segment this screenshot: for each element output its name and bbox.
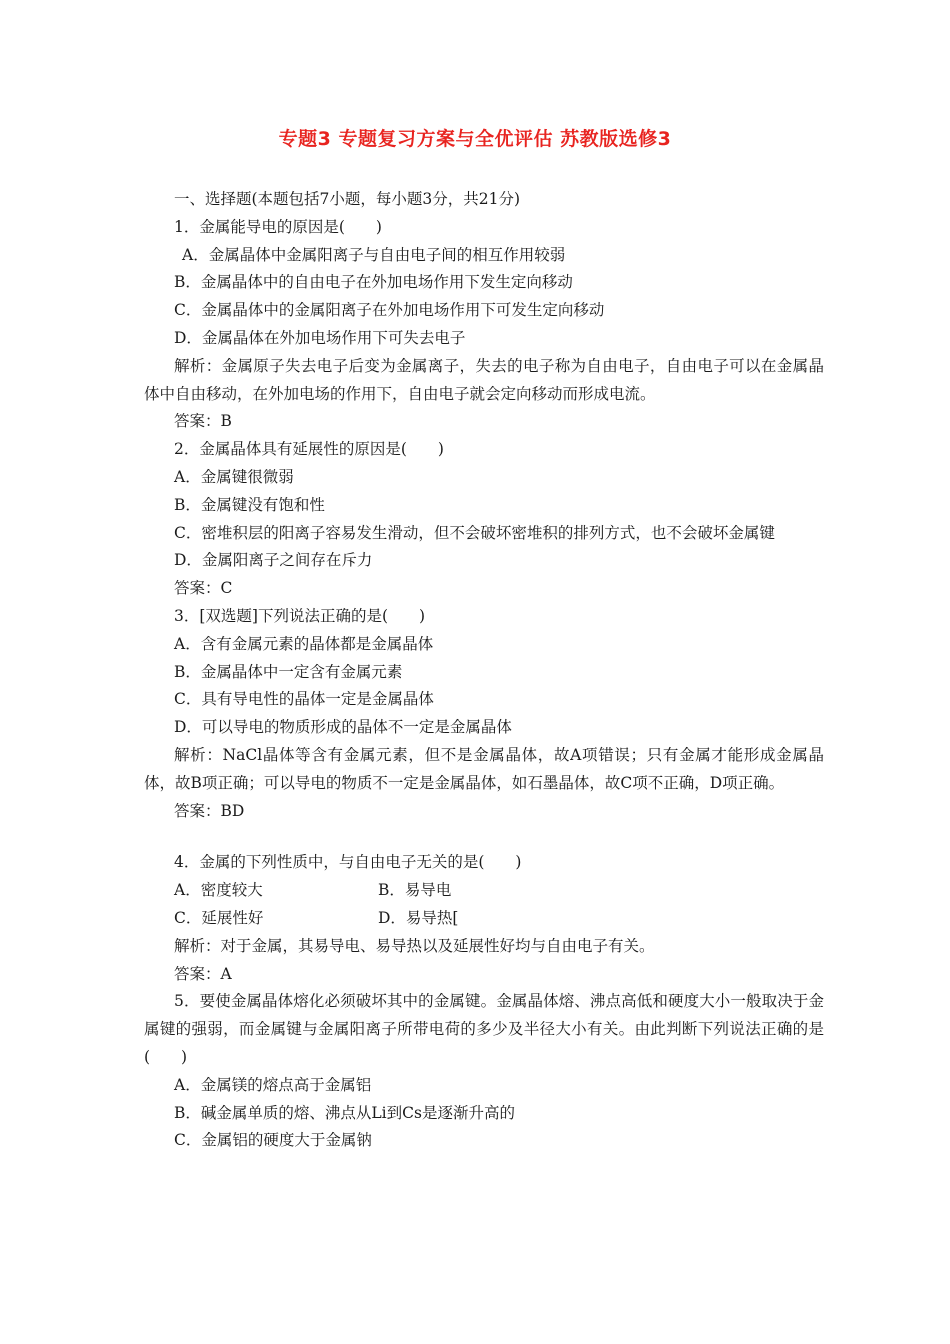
question-5-option-b: B．碱金属单质的熔、沸点从Li到Cs是逐渐升高的 xyxy=(174,1103,515,1122)
question-5-option-c: C．金属铝的硬度大于金属钠 xyxy=(174,1131,372,1150)
question-4-option-b: B．易导电 xyxy=(378,881,452,900)
question-2-answer: 答案：C xyxy=(174,579,233,598)
question-4-option-a: A．密度较大 xyxy=(174,881,263,900)
question-4-option-c: C．延展性好 xyxy=(174,908,264,927)
document-body xyxy=(144,186,824,1155)
question-4-answer: 答案：A xyxy=(174,964,232,983)
question-3-option-d: D．可以导电的物质形成的晶体不一定是金属晶体 xyxy=(174,718,512,737)
question-3-stem: 3．[双选题]下列说法正确的是( ) xyxy=(174,606,426,625)
question-1-option-b: B．金属晶体中的自由电子在外加电场作用下发生定向移动 xyxy=(174,273,573,292)
question-1-stem: 1．金属能导电的原因是( ) xyxy=(174,217,382,236)
question-4-analysis: 解析：对于金属，其易导电、易导热以及延展性好均与自由电子有关。 xyxy=(174,936,655,955)
question-5-option-a: A．金属镁的熔点高于金属铝 xyxy=(174,1075,372,1094)
question-3-option-a: A．含有金属元素的晶体都是金属晶体 xyxy=(174,634,434,653)
document-title: 专题3 专题复习方案与全优评估 苏教版选修3 xyxy=(278,128,672,150)
question-4-options-row-1 xyxy=(144,877,824,905)
question-2-option-d: D．金属阳离子之间存在斥力 xyxy=(174,551,373,570)
question-4-option-d: D．易导热[ xyxy=(378,908,459,927)
question-2-option-c: C．密堆积层的阳离子容易发生滑动，但不会破坏密堆积的排列方式，也不会破坏金属键 xyxy=(174,523,775,542)
question-1-analysis: 解析：金属原子失去电子后变为金属离子，失去的电子称为自由电子，自由电子可以在金属晶体中自由移动，在外加电场的作用下，自由电子就会定向移动而形成电流。 xyxy=(144,356,824,403)
question-1-answer: 答案：B xyxy=(174,412,232,431)
question-3-option-c: C．具有导电性的晶体一定是金属晶体 xyxy=(174,690,434,709)
question-4-options-row-2 xyxy=(144,905,824,933)
question-3-option-b: B．金属晶体中一定含有金属元素 xyxy=(174,662,403,681)
question-2-stem: 2．金属晶体具有延展性的原因是( ) xyxy=(174,440,444,459)
question-2-option-a: A．金属键很微弱 xyxy=(174,467,294,486)
question-1-option-a: A．金属晶体中金属阳离子与自由电子间的相互作用较弱 xyxy=(182,245,566,264)
question-3-analysis: 解析：NaCl晶体等含有金属元素，但不是金属晶体，故A项错误；只有金属才能形成金属晶体，故B项正确；可以导电的物质不一定是金属晶体，如石墨晶体，故C项不正确，D项正确。 xyxy=(144,745,824,792)
question-1-option-c: C．金属晶体中的金属阳离子在外加电场作用下可发生定向移动 xyxy=(174,301,605,320)
question-3-answer: 答案：BD xyxy=(174,801,245,820)
section-header: 一、选择题(本题包括7小题，每小题3分，共21分) xyxy=(174,190,521,208)
question-5-stem: 5．要使金属晶体熔化必须破坏其中的金属键。金属晶体熔、沸点高低和硬度大小一般取决于金属键的强弱，而金属键与金属阳离子所带电荷的多少及半径大小有关。由此判断下列说法正确的是( ) xyxy=(144,992,824,1066)
spacer xyxy=(144,825,824,849)
question-2-option-b: B．金属键没有饱和性 xyxy=(174,495,325,514)
question-1-option-d: D．金属晶体在外加电场作用下可失去电子 xyxy=(174,328,466,347)
question-4-stem: 4．金属的下列性质中，与自由电子无关的是( ) xyxy=(174,853,522,872)
